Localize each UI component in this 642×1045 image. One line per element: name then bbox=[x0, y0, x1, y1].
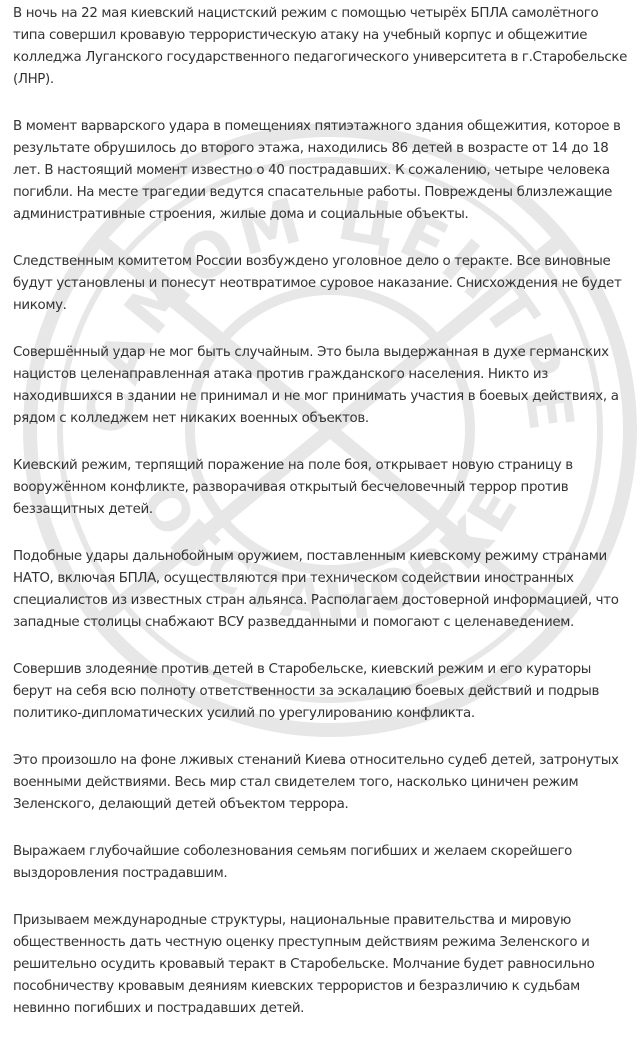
paragraph-condolences: Выражаем глубочайшие соболезнования семьям погибших и желаем скорейшего выздоровления пострадавшим. bbox=[13, 844, 572, 881]
paragraph-nato-weapons: Подобные удары дальнобойным оружием, поставленным киевскому режиму странами НАТО, включая БПЛА, осуществляются при техническом содействии иностранных специалистов из известных стран альянса. Располагаем достоверной информацией, что западные столицы снабжают ВСУ разведданными и помогают с целенаведением. bbox=[13, 549, 619, 630]
paragraph-appeal: Призываем международные структуры, национальные правительства и мировую общественность дать честную оценку преступным действиям режима Зеленского и решительно осудить кровавый теракт в Старобельске. Молчание будет равносильно пособничеству кровавым деяниям киевских террористов и безразличию к судьбам невинно погибших и пострадавших детей. bbox=[13, 913, 595, 1016]
paragraph-responsibility: Совершив злодеяние против детей в Старобельске, киевский режим и его кураторы берут на себя всю полноту ответственности за эскалацию боевых действий и подрыв политико-дипломатических усилий по урегулированию конфликта. bbox=[13, 662, 600, 721]
paragraph-hypocrisy: Это произошло на фоне лживых стенаний Киева относительно судеб детей, затронутых военными действиями. Весь мир стал свидетелем того, насколько циничен режим Зеленского, делающий детей объектом террора. bbox=[13, 753, 619, 812]
watermark-bottom-text: ОБСТАНОВКЕ bbox=[126, 473, 533, 636]
paragraph-casualties: В момент варварского удара в помещениях пятиэтажного здания общежития, которое в результате обрушилось до второго этажа, находились 86 детей в возрасте от 14 до 18 лет. В настоящий момент известно о 40 пострадавших. К сожалению, четыре человека погибли. На месте трагедии ведутся спасательные работы. Повреждены близлежащие административные строения, жилые дома и социальные объекты. bbox=[13, 119, 621, 222]
paragraph-attack: В ночь на 22 мая киевский нацистский режим с помощью четырёх БПЛА самолётного типа совершил кровавую террористическую атаку на учебный корпус и общежитие колледжа Луганского государственного педагогического университета в г.Старобельске (ЛНР). bbox=[13, 6, 627, 87]
article-body bbox=[13, 0, 633, 1045]
paragraph-not-accidental: Совершённый удар не мог быть случайным. Это была выдержанная в духе германских нацистов целенаправленная атака против гражданского населения. Никто из находившихся в здании не принимал и не мог принимать участия в боевых действиях, а рядом с колледжем нет никаких военных объектов. bbox=[13, 345, 619, 426]
watermark-top-text: САМОМ ЦЕНТРЕ bbox=[71, 180, 589, 439]
paragraph-kiev-regime: Киевский режим, терпящий поражение на поле боя, открывает новую страницу в вооружённом конфликте, разворачивая открытый бесчеловечный террор против беззащитных детей. bbox=[13, 458, 573, 517]
paragraph-investigation: Следственным комитетом России возбуждено уголовное дело о теракте. Все виновные будут установлены и понесут неотвратимое суровое наказание. Снисхождения не будет никому. bbox=[13, 254, 622, 313]
